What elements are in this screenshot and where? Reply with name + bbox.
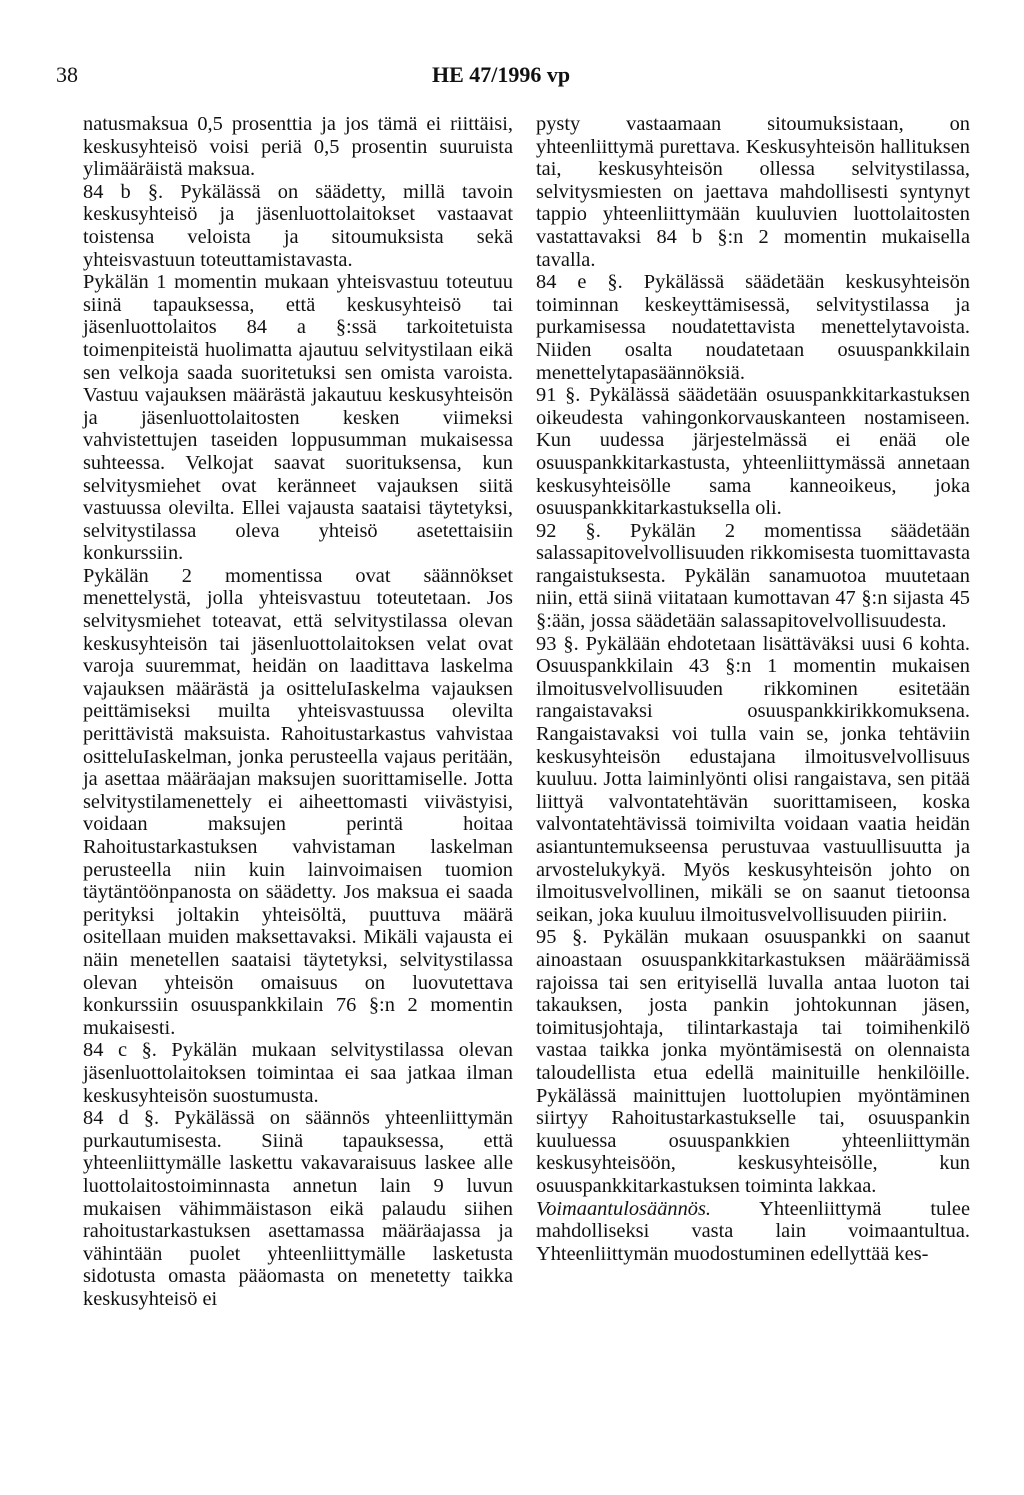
left-column <box>83 113 513 1310</box>
paragraph: Pykälän 1 momentin mukaan yhteisvastuu toteutuu siinä tapauksessa, että keskusyhteisö tai jäsenluottolaitos 84 a §:ssä tarkoitetuista toimenpiteistä huolimatta ajautuu selvitystilaan eikä sen velkoja saada suoritetuksi sen omista varoista. Vastuu vajauksen määrästä jakautuu keskusyhteisön ja jäsenluottolaitosten kesken viimeksi vahvistettujen taseiden loppusumman mukaisessa suhteessa. Velkojat saavat suorituksensa, kun selvitysmiehet ovat keränneet vajauksen siitä vastuussa olevilta. Ellei vajausta saataisi täytetyksi, selvitystilassa oleva yhteisö asetettaisiin konkurssiin. <box>83 271 513 565</box>
paragraph: 91 §. Pykälässä säädetään osuuspankkitarkastuksen oikeudesta vahingonkorvauskanteen nostamiseen. Kun uudessa järjestelmässä ei enää ole osuuspankkitarkastusta, yhteenliittymässä annetaan keskusyhteisölle sama kanneoikeus, joka osuuspankkitarkastuksella oli. <box>536 384 970 520</box>
paragraph: 84 d §. Pykälässä on säännös yhteenliittymän purkautumisesta. Siinä tapauksessa, että yhteenliittymälle laskettu vakavaraisuus laskee alle luottolaitostoiminnasta annetun lain 9 luvun mukaisen vähimmäistason eikä palaudu siihen rahoitustarkastuksen asettamassa määräajassa ja vähintään puolet yhteenliittymälle lasketusta sidotusta omasta pääomasta on menetetty taikka keskusyhteisö ei <box>83 1107 513 1310</box>
paragraph: Pykälän 2 momentissa ovat säännökset menettelystä, jolla yhteisvastuu toteutetaan. Jos selvitysmiehet toteavat, että selvitystilassa olevan keskusyhteisön tai jäsenluottolaitoksen velat ovat varoja suuremmat, heidän on laadittava laskelma vajauksen määrästä ja ositteluIaskelma vajauksen peittämiseksi muilta yhteisvastuussa olevilta perittävistä maksuista. Rahoitustarkastus vahvistaa ositteluIaskelman, jonka perusteella vajaus peritään, ja asettaa määräajan maksujen suorittamiselle. Jotta selvitystilamenettely ei aiheettomasti viivästyisi, voidaan maksujen perintä hoitaa Rahoitustarkastuksen vahvistaman laskelman perusteella niin kuin lainvoimaisen tuomion täytäntöönpanosta on säädetty. Jos maksua ei saada perityksi joltakin yhteisöltä, puuttuva määrä ositellaan muiden maksettavaksi. Mikäli vajausta ei näin menetellen saataisi täytetyksi, selvitystilassa olevan yhteisön omaisuus on luovutettava konkurssiin osuuspankkilain 76 §:n 2 momentin mukaisesti. <box>83 564 513 1039</box>
paragraph: 84 e §. Pykälässä säädetään keskusyhteisön toiminnan keskeyttämisessä, selvitystilassa ja purkamisessa noudatettavista menettelytavoista. Niiden osalta noudatetaan osuuspankkilain menettelytapasäännöksiä. <box>536 271 970 384</box>
paragraph-text: Yhteenliittymä tulee mahdolliseksi vasta lain voimaantultua. Yhteenliittymän muodostuminen edellyttää kes- <box>536 1197 970 1265</box>
paragraph: 84 c §. Pykälän mukaan selvitystilassa olevan jäsenluottolaitoksen toimintaa ei saa jatkaa ilman keskusyhteisön suostumusta. <box>83 1039 513 1107</box>
paragraph: 92 §. Pykälän 2 momentissa säädetään salassapitovelvollisuuden rikkomisesta tuomittavasta rangaistuksesta. Pykälän sanamuotoa muutetaan niin, että siinä viitataan kumottavan 47 §:n sijasta 45 §:ään, jossa säädetään salassapitovelvollisuudesta. <box>536 519 970 633</box>
page-number: 38 <box>56 62 78 87</box>
section-heading-italic: Voimaantulosäännös. <box>536 1197 712 1220</box>
paragraph-voimaantulo <box>536 1198 970 1266</box>
paragraph: 95 §. Pykälän mukaan osuuspankki on saanut ainoastaan osuuspankkitarkastuksen määräämissä rajoissa tai sen erityisellä luvalla antaa luoton tai takauksen, josta pankin johtokunnan jäsen, toimitusjohtaja, tilintarkastaja tai toimihenkilö vastaa taikka jonka myöntämisestä on olennaista taloudellista etua edellä mainituille henkilöille. Pykälässä mainittujen luottolupien myöntäminen siirtyy Rahoitustarkastukselle tai, osuuspankin kuuluessa osuuspankkien yhteenliittymän keskusyhteisöön, keskusyhteisölle, kun osuuspankkitarkastuksen toiminta lakkaa. <box>536 926 970 1197</box>
paragraph: 93 §. Pykälään ehdotetaan lisättäväksi uusi 6 kohta. Osuuspankkilain 43 §:n 1 momentin mukaisen ilmoitusvelvollisuuden rikkominen esitetään rangaistavaksi osuuspankkirikkomuksena. Rangaistavaksi voi tulla vain se, jonka tehtäviin keskusyhteisön edustajana ilmoitusvelvollisuus kuuluu. Jotta laiminlyönti olisi rangaistava, sen pitää liittyä valvontatehtävän suorittamiseen, koska valvontatehtävissä toimivilta voidaan vaatia heidän asiantuntemukseensa perustuvaa vastuullisuutta ja arvostelukykyä. Myös keskusyhteisön johto on ilmoitusvelvollinen, mikäli se on saanut tietoonsa seikan, joka kuuluu ilmoitusvelvollisuuden piiriin. <box>536 632 970 926</box>
paragraph: natusmaksua 0,5 prosenttia ja jos tämä ei riittäisi, keskusyhteisö voisi periä 0,5 prosentin suuruista ylimääräistä maksua. <box>83 113 513 181</box>
paragraph: pysty vastaamaan sitoumuksistaan, on yhteenliittymä purettava. Keskusyhteisön hallituksen tai, keskusyhteisön ollessa selvitystilassa, selvitysmiesten on jaettava mahdollisesti syntynyt tappio yhteenliittymään kuuluvien luottolaitosten vastattavaksi 84 b §:n 2 momentin mukaisella tavalla. <box>536 113 970 271</box>
page-header <box>56 62 976 92</box>
document-id: HE 47/1996 vp <box>432 62 571 87</box>
paragraph: 84 b §. Pykälässä on säädetty, millä tavoin keskusyhteisö ja jäsenluottolaitokset vastaavat toistensa veloista ja sitoumuksista sekä yhteisvastuun toteuttamistavasta. <box>83 180 513 271</box>
right-column <box>536 113 970 1265</box>
